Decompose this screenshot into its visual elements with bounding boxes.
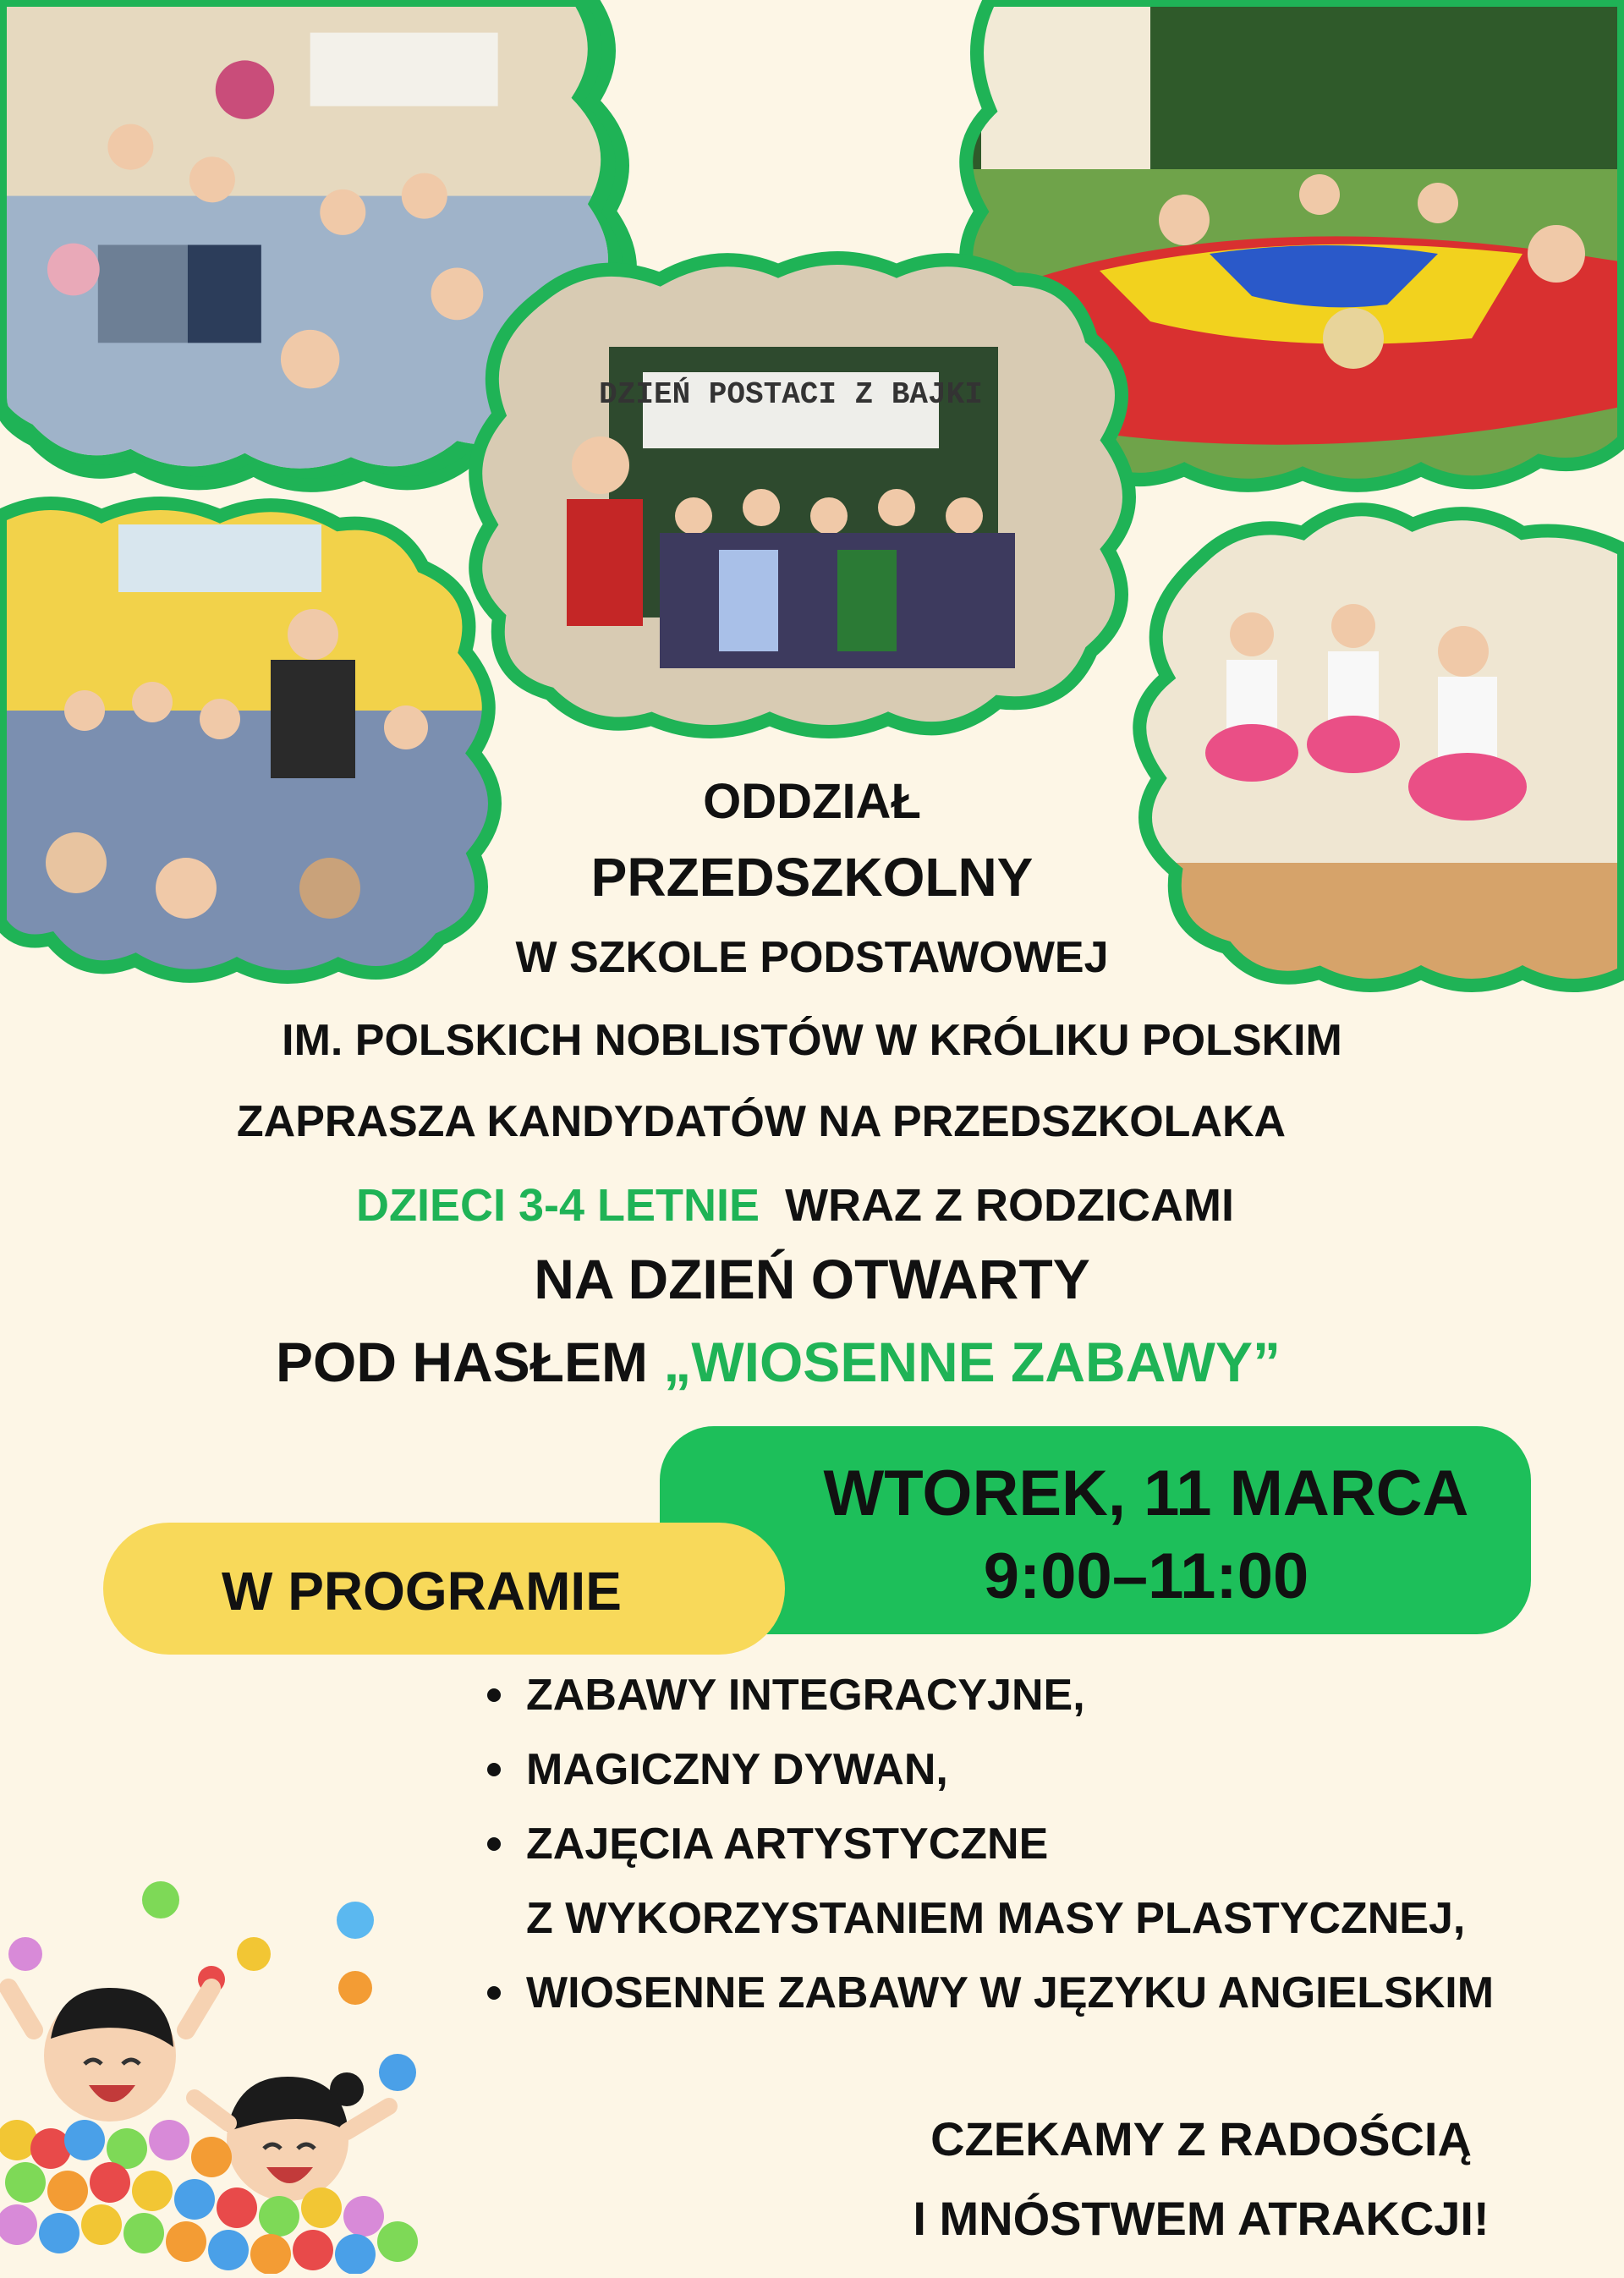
banner-text: DZIEŃ POSTACI Z BAJKI: [599, 377, 983, 412]
photo-costume-day: [440, 245, 1150, 744]
bullet-icon: [487, 1837, 501, 1851]
age-group: DZIECI 3-4 LETNIE: [356, 1180, 760, 1231]
program-item: MAGICZNY DYWAN,: [482, 1732, 1494, 1807]
program-item: WIOSENNE ZABAWY W JĘZYKU ANGIELSKIM: [482, 1956, 1494, 2030]
heading-line-5: ZAPRASZA KANDYDATÓW NA PRZEDSZKOLAKA: [236, 1097, 1287, 1146]
closing-line-1: CZEKAMY Z RADOŚCIĄ: [930, 2112, 1472, 2165]
photo-dance: [1100, 491, 1624, 998]
heading-line-7: NA DZIEŃ OTWARTY: [534, 1248, 1090, 1310]
program-label: W PROGRAMIE: [222, 1561, 622, 1622]
event-time: 9:00–11:00: [983, 1540, 1309, 1612]
heading-line-3: W SZKOLE PODSTAWOWEJ: [515, 933, 1109, 982]
event-date: WTOREK, 11 MARCA: [823, 1457, 1469, 1529]
program-label-box: [103, 1523, 785, 1655]
photo-reading-carpet: [0, 491, 524, 990]
slogan-prefix: POD HASŁEM: [275, 1331, 664, 1393]
date-box: [660, 1426, 1531, 1634]
heading-line-4: IM. POLSKICH NOBLISTÓW W KRÓLIKU POLSKIM: [282, 1016, 1342, 1065]
program-item-continuation: Z WYKORZYSTANIEM MASY PLASTYCZNEJ,: [526, 1894, 1466, 1943]
heading-line-6: [0, 1179, 1607, 1232]
program-item: ZABAWY INTEGRACYJNE,: [482, 1658, 1494, 1732]
heading-line-8: [0, 1330, 1590, 1394]
heading-line-1: ODDZIAŁ: [703, 774, 921, 829]
bullet-icon: [487, 1763, 501, 1776]
bullet-icon: [487, 1986, 501, 2000]
program-item: ZAJĘCIA ARTYSTYCZNE: [482, 1807, 1494, 1881]
with-parents: WRAZ Z RODZICAMI: [760, 1180, 1234, 1231]
closing-line-2: I MNÓSTWEM ATRAKCJI!: [913, 2192, 1490, 2245]
bullet-icon: [487, 1688, 501, 1702]
program-list: [482, 1658, 1494, 2030]
slogan: „WIOSENNE ZABAWY”: [663, 1331, 1281, 1393]
kids-ball-pit-illustration: [0, 1861, 440, 2274]
heading-line-2: PRZEDSZKOLNY: [590, 847, 1034, 908]
